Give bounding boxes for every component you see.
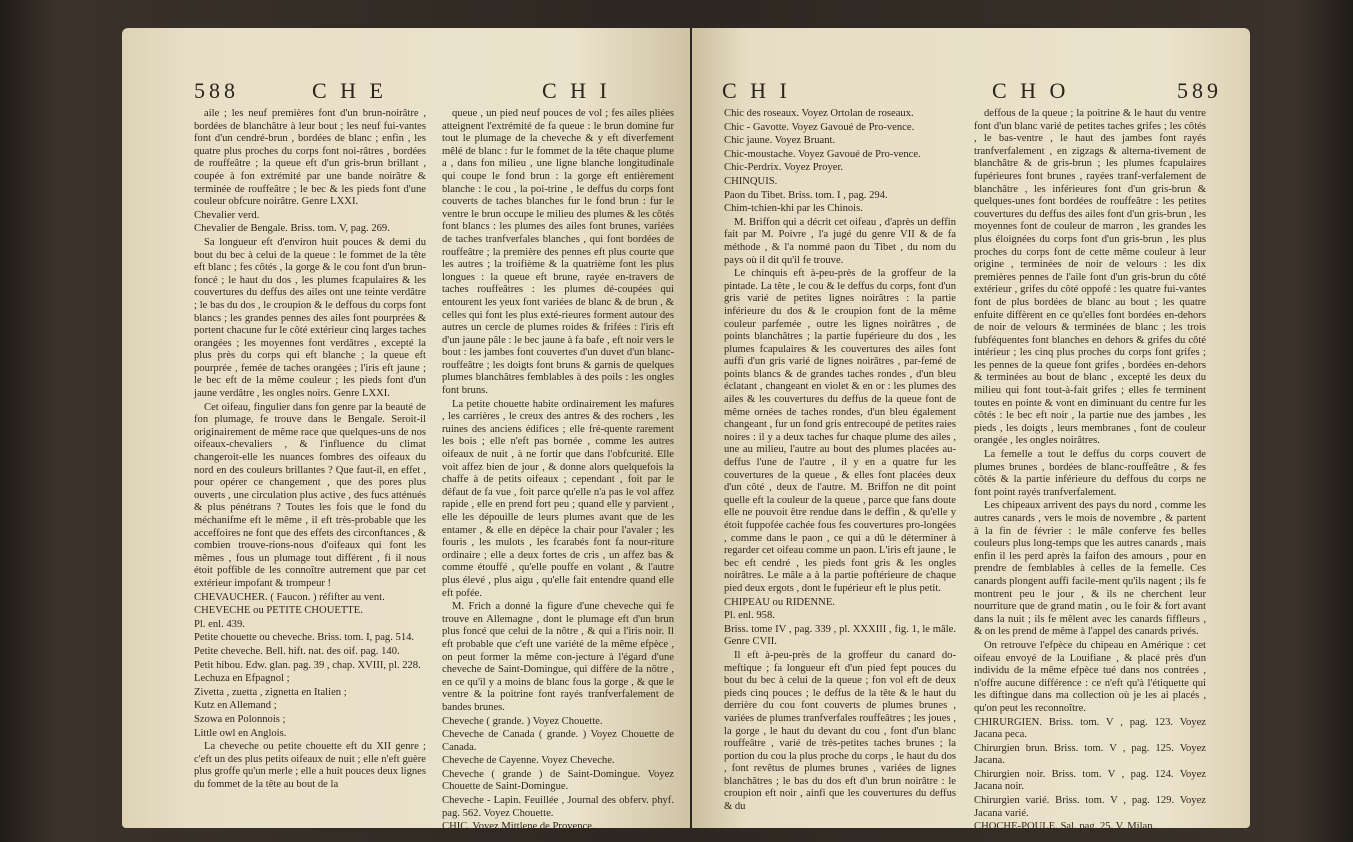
paragraph: Les chipeaux arrivent des pays du nord , comme les autres canards , vers le mois de novembre , & partent à la fin de février : le mâle conferve fes belles couleurs plus long-temps que les autres canards , mais enfin il les perd après la faifon des amours , pour en prendre de femblables à celles de la femelle. Ces canards plongent auffi facile-ment qu'ils nagent ; ils fe montrent peu le jour , & ils ne cherchent leur nourriture que de grand matin , ou le foir & fort avant dans la nuit ; ils fe mêlent avec les canards fiffleurs , & on les prend de même à l'appel des canards privés. [974,500,1206,638]
paragraph: Szowa en Polonnois ; [194,713,286,725]
paragraph: CHIC. Voyez Mittlene de Provence. [442,821,595,833]
paragraph: Sa longueur eft d'environ huit pouces & demi du bout du bec à celui de la queue : le fommet de la tête eft blanc ; fes côtés , la gorge & le cou font d'un brun-foncé ; le haut du dos , les plumes fcapulaires & les couvertures du deffus des ailes ont une teinte verdâtre ; le bas du dos , le croupion & le deffous du corps font blancs ; les grandes pennes des ailes font pourprées & portent chacune fur le côté extérieur cinq larges taches orangées ; les moyennes font verdâtres , excepté la plus près du corps qui eft blanche ; la queue eft pourprée , femée de taches orangées ; l'iris eft jaune ; le bec eft de la même couleur ; les pieds font d'un jaune verdâtre , les ongles noirs. Genre LXXI. [194,236,426,400]
right-running-head: C H O [992,78,1070,103]
paragraph: Chic jaune. Voyez Bruant. [724,135,836,147]
paragraph: Petit hibou. Edw. glan. pag. 39 , chap. XVIII, pl. 228. [194,659,421,671]
left-page [122,28,690,833]
paragraph: La cheveche ou petite chouette eft du XII genre ; c'eft un des plus petits oifeaux de nuit ; elle n'eft guère plus groffe qu'un merle ; elle a huit pouces deux lignes du fommet de la tête au bout de la [194,741,426,790]
paragraph: queue , un pied neuf pouces de vol ; fes ailes pliées atteignent l'extrémité de fa queue : le brun domine fur tout le plumage de la cheveche & y eft diverfement mêlé de blanc : fur le fommet de la tête chaque plume a , dans fon milieu , une ligne blanche longitudinale qui coupe le fond brun : la gorge eft entièrement blanche : le cou , la poi-trine , le deffus du corps font couverts de taches blanches fur le fond brun : fur le ventre le brun occupe le milieu des plumes & les côtés font blancs : les plumes des ailes font brunes, variées de taches tranfverfales blanches , qui font bordées de rouffeâtre ; la première des pennes eft plus courte que les autres ; la troifième & la quatrième font les plus longues : la queue eft brune, rayée en-travers de taches rouffeâtres : les plumes dé-coupées qui entourent les yeux font variées de blanc & de brun , & celles qui font les plus exté-rieures forment autour des autres un cercle de plumes roides & frifées : l'iris eft d'un jaune pâle : le bec jaune à fa bafe , eft noir vers le bout : les jambes font couvertes d'un duvet d'un blanc-rouffeâtre ; les doigts font bruns & garnis de quelques plumes blanchâtres femblables à des poils : les ongles font bruns. [442,108,674,397]
paragraph: Pl. enl. 439. [194,618,245,630]
paragraph: Chic-Perdrix. Voyez Proyer. [724,162,844,174]
paragraph: Le chinquis eft à-peu-près de la groffeur de la pintade. La tête , le cou & le deffus du corps, font d'un gris varié de petites lignes noirâtres : la partie inférieure du dos & le croupion font de la même couleur parfemée , outre les lignes noirâtres , de points blanchâtres ; la partie fupérieure du dos , les plumes fcapulaires & les couvertures des ailes font auffi d'un gris varié de lignes noirâtres , par-femé de points blancs & de grandes taches rondes , d'un bleu éclatant , changeant en violet & en or : les plumes des ailes & les couvertures du deffus de la queue font de même ornées de taches rondes, d'un bleu également changeant , fur un fond gris entrecoupé de petites raies noires : il y a deux taches fur chaque plume des ailes , une au milieu, l'autre au bout des plumes placées au-deffus l'une de l'autre , il y en a quatre fur les couvertures de la queue , & elles font placées deux d'un côté , deux de l'autre. M. Briffon ne dit point quelle eft la couleur de la queue , parce que fans doute elle ne pouvoit être rendue dans le deffin , & qu'elle y étoit fuppofée cachée fous fes couvertures pro-longées , comme dans le paon , ce qui a dû le déterminer à regarder cet oifeau comme un paon. L'iris eft jaune , le bec eft cendré , les pieds font gris & les ongles noirâtres. Le mâle a à la partie poftérieure de chaque pied deux ergots , dont le fupérieur eft le plus petit. [724,268,956,594]
paragraph: Il eft à-peu-près de la groffeur du canard do-meftique ; fa longueur eft d'un pied fept pouces du bout du bec à celui de la queue ; fon vol eft de deux pieds cinq pouces ; le deffus de la tête & le haut du derrière du cou font couverts de plumes brunes , variées de plumes tranfverfales rouffeâtres ; les joues , la gorge , le haut du devant du cou , font d'un blanc rouffeâtre , varié de très-petites taches brunes ; la portion du cou la plus proche du corps , le haut du dos , font revêtus de plumes brunes , variées de lignes blanchâtres ; le bas du dos eft d'un brun noirâtre : le croupion eft noir , ainfi que les couvertures du deffus & du [724,649,956,813]
paragraph: Cheveche de Cayenne. Voyez Cheveche. [442,755,615,767]
paragraph: Little owl en Anglois. [194,727,287,739]
right-column-2 [974,108,1206,833]
paragraph: Chirurgien varié. Briss. tom. V , pag. 129. Voyez Jacana varié. [974,795,1206,819]
left-column-1 [194,108,426,818]
paragraph: Chirurgien noir. Briss. tom. V , pag. 124. Voyez Jacana noir. [974,768,1206,793]
left-page-number: 588 [194,78,239,103]
paragraph: Paon du Tibet. Briss. tom. I , pag. 294. [724,189,888,201]
paragraph: Petite cheveche. Bell. hift. nat. des oif. pag. 140. [194,645,400,657]
right-running-head-left: C H I [722,78,791,103]
paragraph: La petite chouette habite ordinairement les mafures , les carrières , le creux des antres & des rochers , les ruines des anciens édifices ; elle fré-quente rarement les bois ; elle n'eft pas bornée , comme les autres oifeaux de nuit , à ne fortir que dans l'obfcurité. Elle voit affez bien de jour , & donne alors quelquefois la chaffe à de petits oifeaux ; cependant , foit par le défaut de fa vue , foit parce qu'elle n'a pas le vol affez rapide , elle en prend fort peu ; quand elle y parvient , elle les dépouille de leurs plumes avant que de les entamer , & elle en dépèce la chair pour l'avaler ; les fouris , les mulots , les fcarabés font fa nour-riture ordinaire ; elle a deux fortes de cris , un affez bas & comme étouffé , qu'elle pouffe en volant , & l'autre plus élevé , plus aigu , qu'elle fait entendre quand elle eft pofée. [442,398,674,599]
paragraph: On retrouve l'efpèce du chipeau en Amérique : cet oifeau envoyé de la Louifiane , & placé près d'un individu de la même efpèce tué dans nos contrées , n'offre aucune différence : ce n'eft qu'à l'étiquette qui les diftingue dans ma collection où je les ai placés , qu'on peut les reconnoître. [974,639,1206,714]
paragraph: CHINQUIS. [724,175,778,187]
paragraph: Cheveche ( grande. ) Voyez Chouette. [442,715,603,727]
paragraph: CHIPEAU ou RIDENNE. [724,596,835,608]
paragraph: Chic - Gavotte. Voyez Gavoué de Pro-vence. [724,121,915,133]
paragraph: CHEVAUCHER. ( Faucon. ) réfifter au vent. [194,591,385,603]
right-column-1 [724,108,956,818]
left-running-head: C H E [312,78,387,103]
paragraph: Zivetta , zuetta , zignetta en Italien ; [194,686,347,698]
paragraph: Cheveche - Lapin. Feuillée , Journal des obferv. phyf. pag. 562. Voyez Chouette. [442,795,674,819]
left-column-2 [442,108,674,833]
paragraph: Chirurgien brun. Briss. tom. V , pag. 125. Voyez Jacana. [974,742,1206,767]
paragraph: aile ; les neuf premières font d'un brun-noirâtre , bordées de blanchâtre à leur bout ; les neuf fui-vantes font d'un cendré-brun , bordées de blanc ; enfin , les quatre plus proches du corps font noi-râtres , bordées de rouffeâtre ; la queue eft d'un gris-brun brillant , coupée à fon extrémité par une bande noirâtre & terminée de rouffeâtre ; le bec & les pieds font d'une couleur obfcure noirâtre. Genre LXXI. [194,108,426,208]
paragraph: Lechuza en Efpagnol ; [194,673,290,685]
paragraph: M. Frich a donné la figure d'une cheveche qui fe trouve en Allemagne , dont le plumage eft d'un brun plus foncé que celui de la nôtre , & qui a l'iris noir. Il eft probable que c'eft une variété de la même efpèce , on peut former la même con-jecture à l'égard d'une cheveche de Saint-Domingue, qui diffère de la nôtre , en ce qu'il y a moins de blanc fous la gorge , & que le ventre & la poitrine font rayés tranfverfalement de bandes brunes. [442,601,674,713]
paragraph: deffous de la queue ; la poitrine & le haut du ventre font d'un blanc varié de petites taches grifes ; les côtés , le bas-ventre , le haut des jambes font rayés tranfverfalement , en zigzags & alterna-tivement de blanchâtre & de gris-brun ; les plumes fcapulaires fupérieures font brunes , rayées tranf-verfalement de blanchâtre , les inférieures font d'un gris-brun & quelques-unes font bordées de rouffeâtre : les petites couvertures du deffus des ailes font d'un gris-brun , les moyennes font de couleur de marron , les grandes les plus éloignées du corps font d'un gris-brun , les plus proches du corps font de cette même couleur à leur origine , terminées de noir de velours : les dix premières pennes de l'aile font d'un gris-brun du côté extérieur , grifes du côté oppofé : les quatre fui-vantes font de plus bordées de blanc au bout ; les quatre enfuite diffèrent en ce qu'elles font bordées en-dehors de noir de velours & terminées de blanc ; les trois fubféquentes font blanches en dehors & grifes du côté intérieur ; les cinq plus proches du corps font grifes ; les pennes de la queue font grifes , bordées en-dehors & terminées au bout de blanc , excepté les deux du milieu qui font tout-à-fait grifes ; elles fe terminent toutes en pointe & vont en diminuant du centre fur les côtés : le bec eft noir , la partie nue des jambes , les pieds , les doigts , leurs membranes , font de couleur orangée , les ongles noirâtres. [974,108,1206,447]
paragraph: M. Briffon qui a décrit cet oifeau , d'après un deffin fait par M. Poivre , l'a jugé du genre VII & de fa méthode , & l'a nommé paon du Tibet , du nom du pays où il dit qu'il fe trouve. [724,216,956,266]
paragraph: Briss. tome IV , pag. 339 , pl. XXXIII , fig. 1, le mâle. Genre CVII. [724,623,956,648]
paragraph: Chevalier de Bengale. Briss. tom. V, pag. 269. [194,223,390,235]
paragraph: Chic des roseaux. Voyez Ortolan de roseaux. [724,108,914,119]
right-page [692,28,1250,833]
paragraph: Pl. enl. 958. [724,610,775,622]
paragraph: CHEVECHE ou PETITE CHOUETTE. [194,605,363,617]
paragraph: Kutz en Allemand ; [194,700,277,712]
right-page-number: 589 [1177,78,1222,103]
paragraph: La femelle a tout le deffus du corps couvert de plumes brunes , bordées de blanc-rouffeâtre , & fes côtés & la partie inférieure du deffous du corps ne font point rayés tranfverfalement. [974,449,1206,498]
left-running-head-right: C H I [542,78,611,103]
paragraph: Cheveche de Canada ( grande. ) Voyez Chouette de Canada. [442,729,674,753]
paragraph: Cet oifeau, fingulier dans fon genre par la beauté de fon plumage, fe trouve dans le Bengale. Seroit-il originairement de même race que quelques-uns de nos oifeaux-chevaliers , & l'influence du climat changeroit-elle les nuances fombres des oifeaux du nord en des couleurs brillantes ? Que faut-il, en effet , pour opérer ce changement , que des pores plus ouverts , une circulation plus active , des fucs atténués & plus pénétrans ? Toutes les fois que le fond du méchanifme eft le même , il eft très-probable que les acceffoires ne font que des effets des circonftances , & combien trouve-rions-nous d'oifeaux qui font les mêmes , fous un plumage tout différent , fi il nous étoit poffible de les connoître autrement que par cet extérieur impofant & trompeur ! [194,401,426,589]
paragraph: CHIRURGIEN. Briss. tom. V , pag. 123. Voyez Jacana peca. [974,716,1206,741]
paragraph: Petite chouette ou cheveche. Briss. tom. I, pag. 514. [194,632,415,644]
paragraph: CHOCHE-POULE. Sal. pag. 25. V. Milan. [974,821,1156,833]
paragraph: Cheveche ( grande ) de Saint-Domingue. Voyez Chouette de Saint-Domingue. [442,768,674,793]
paragraph: Chim-tchien-khi par les Chinois. [724,203,863,215]
paragraph: Chic-moustache. Voyez Gavoué de Pro-vence. [724,148,921,160]
paragraph: Chevalier verd. [194,209,260,221]
